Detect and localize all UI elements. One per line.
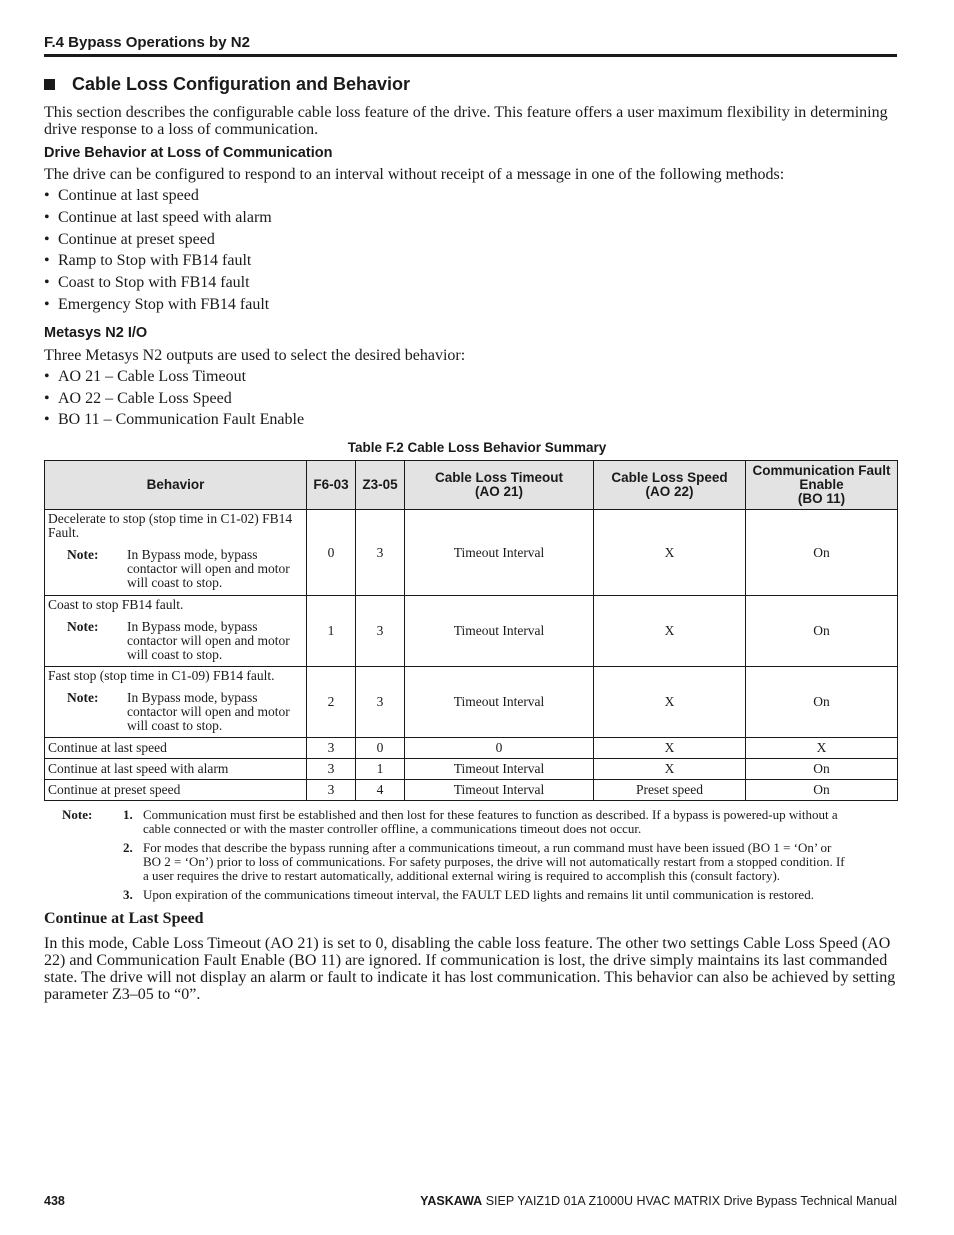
cell-f603: 3 [307,738,356,759]
table-row [45,738,898,759]
cell-fault: On [746,667,898,738]
table-caption: Table F.2 Cable Loss Behavior Summary [347,440,607,455]
list-item: • Ramp to Stop with FB14 fault [44,252,252,269]
cell-fault: On [746,780,898,801]
cell-timeout: Timeout Interval [405,780,594,801]
cell-speed: X [594,596,746,667]
continue-heading: Continue at Last Speed [44,910,204,927]
table-header-row [45,461,898,510]
cell-behavior: Decelerate to stop (stop time in C1-02) FB14 Fault. Note: In Bypass mode, bypass contactor will open and motor will coast to stop. [45,510,307,596]
cell-timeout: 0 [405,738,594,759]
brand-name: YASKAWA [420,1194,483,1208]
page-number: 438 [44,1194,65,1208]
cell-f603: 3 [307,759,356,780]
io-text: Three Metasys N2 outputs are used to select the desired behavior: [44,347,466,364]
behavior-text: The drive can be configured to respond to an interval without receipt of a message in one of the following methods: [44,166,785,183]
footnote-label: Note: [62,807,93,822]
cell-speed: X [594,510,746,596]
col-header-z305: Z3-05 [356,461,405,510]
cell-behavior: Fast stop (stop time in C1-09) FB14 fault. Note: In Bypass mode, bypass contactor will open and motor will coast to stop. [45,667,307,738]
footnote-line: For modes that describe the bypass running after a communications timeout, a run command must have been issued (BO 1 = ‘On’ or [143,840,832,855]
footnote-number: 3. [123,887,133,902]
footnote-line: BO 2 = ‘On’) prior to loss of communications. For safety purposes, the drive will not automatically restart from a stopped condition. If [143,854,845,869]
table-row [45,510,898,596]
table-row [45,759,898,780]
col-header-fault: Communication Fault Enable (BO 11) [746,461,898,510]
cell-z305: 4 [356,780,405,801]
page-title [44,74,410,95]
cell-behavior: Continue at last speed [45,738,307,759]
square-bullet-icon [44,79,55,90]
cell-timeout: Timeout Interval [405,667,594,738]
cell-behavior: Continue at preset speed [45,780,307,801]
behavior-summary-table [44,460,898,801]
cell-speed: X [594,759,746,780]
table-row [45,667,898,738]
cell-f603: 3 [307,780,356,801]
cell-f603: 2 [307,667,356,738]
cell-fault: On [746,596,898,667]
cell-fault: X [746,738,898,759]
list-item: • BO 11 – Communication Fault Enable [44,411,305,428]
cell-timeout: Timeout Interval [405,596,594,667]
cell-speed: X [594,738,746,759]
footnote-line: Communication must first be established and then lost for these features to function as described. If a bypass is powered-up without a [143,807,838,822]
footnote-line: a user requires the drive to restart automatically, additional external wiring is required to accomplish this (consult factory). [143,868,781,883]
io-heading: Metasys N2 I/O [44,325,148,341]
footnote-number: 2. [123,840,133,855]
list-item: • AO 22 – Cable Loss Speed [44,390,232,407]
footer-doc-title [420,1194,897,1208]
cell-fault: On [746,759,898,780]
footnote-line: cable connected or with the master controller offline, a communications timeout does not occur. [143,821,642,836]
cell-speed: Preset speed [594,780,746,801]
footnote-number: 1. [123,807,133,822]
section-header: F.4 Bypass Operations by N2 [44,34,250,51]
cell-timeout: Timeout Interval [405,759,594,780]
col-header-speed: Cable Loss Speed (AO 22) [594,461,746,510]
col-header-behavior: Behavior [45,461,307,510]
behavior-heading: Drive Behavior at Loss of Communication [44,145,333,161]
footnote-line: Upon expiration of the communications timeout interval, the FAULT LED lights and remains lit until communication is restored. [143,887,814,902]
cell-behavior: Coast to stop FB14 fault. Note: In Bypass mode, bypass contactor will open and motor will coast to stop. [45,596,307,667]
list-item: • Continue at last speed [44,187,199,204]
list-item: • AO 21 – Cable Loss Timeout [44,368,247,385]
cell-f603: 0 [307,510,356,596]
cell-z305: 3 [356,510,405,596]
cell-speed: X [594,667,746,738]
cell-behavior: Continue at last speed with alarm [45,759,307,780]
cell-z305: 3 [356,667,405,738]
intro-paragraph: This section describes the configurable cable loss feature of the drive. This feature offers a user maximum flexibility in determining drive response to a loss of communication. [44,104,888,138]
cell-fault: On [746,510,898,596]
list-item: • Emergency Stop with FB14 fault [44,296,270,313]
list-item: • Continue at last speed with alarm [44,209,272,226]
table-row [45,780,898,801]
doc-title: SIEP YAIZ1D 01A Z1000U HVAC MATRIX Drive Bypass Technical Manual [485,1194,897,1208]
table-row [45,596,898,667]
header-rule [44,54,897,57]
cell-f603: 1 [307,596,356,667]
cell-z305: 1 [356,759,405,780]
page-title-text: Cable Loss Configuration and Behavior [72,74,411,94]
cell-timeout: Timeout Interval [405,510,594,596]
cell-z305: 0 [356,738,405,759]
cell-z305: 3 [356,596,405,667]
col-header-f603: F6-03 [307,461,356,510]
list-item: • Continue at preset speed [44,231,215,248]
continue-paragraph: In this mode, Cable Loss Timeout (AO 21) is set to 0, disabling the cable loss feature. The other two settings Cable Loss Speed (AO 22) and Communication Fault Enable (BO 11) are ignored. If communication is lost, the drive simply maintains its last commanded state. The drive will not display an alarm or fault to indicate it has lost communication. This behavior can also be achieved by setting parameter Z3–05 to “0”. [44,935,896,1003]
list-item: • Coast to Stop with FB14 fault [44,274,250,291]
col-header-timeout: Cable Loss Timeout (AO 21) [405,461,594,510]
